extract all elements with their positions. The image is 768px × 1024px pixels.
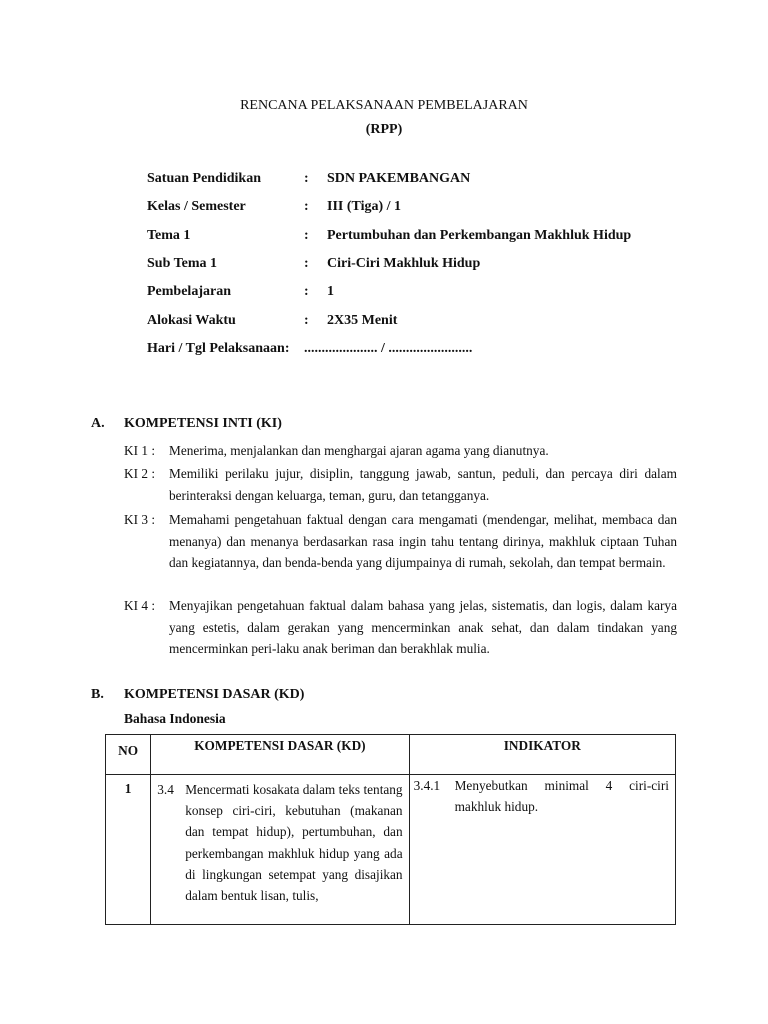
identity-value: ..................... / ........................	[304, 341, 473, 356]
identity-label: Pembelajaran	[147, 284, 231, 299]
indicator-cell	[409, 775, 675, 925]
kd-cell	[151, 775, 409, 925]
identity-label: Satuan Pendidikan	[147, 171, 261, 186]
ki-text: Memiliki perilaku jujur, disiplin, tanggung jawab, santun, peduli, dan percaya diri dalam berinteraksi dengan keluarga, teman, guru, dan tetangganya.	[169, 466, 677, 503]
indicator-code: 3.4.1	[413, 778, 441, 793]
identity-colon: :	[304, 256, 309, 271]
ki-code: KI 4 :	[124, 598, 156, 613]
row-number: 1	[106, 775, 151, 925]
ki-text: Menerima, menjalankan dan menghargai ajaran agama yang dianutnya.	[169, 443, 549, 458]
identity-colon: :	[304, 284, 309, 299]
identity-label: Kelas / Semester	[147, 199, 246, 214]
section-title: KOMPETENSI DASAR (KD)	[124, 687, 305, 702]
kd-code: 3.4	[157, 782, 174, 797]
identity-value: III (Tiga) / 1	[327, 199, 402, 214]
identity-colon: :	[304, 313, 309, 328]
subject-heading: Bahasa Indonesia	[124, 711, 226, 726]
identity-value: SDN PAKEMBANGAN	[327, 171, 471, 186]
identity-label: Hari / Tgl Pelaksanaan:	[147, 341, 290, 356]
identity-label: Alokasi Waktu	[147, 313, 236, 328]
identity-colon: :	[304, 199, 309, 214]
table-row	[106, 775, 676, 925]
kd-table	[105, 734, 676, 925]
column-header-no: NO	[106, 735, 151, 775]
identity-value: Pertumbuhan dan Perkembangan Makhluk Hidup	[327, 228, 632, 243]
ki-code: KI 1 :	[124, 443, 156, 458]
section-letter: B.	[91, 687, 104, 702]
ki-text: Menyajikan pengetahuan faktual dalam bahasa yang jelas, sistematis, dan logis, dalam karya yang estetis, dalam gerakan yang mencerminkan anak sehat, dan dalam tindakan yang mencerminkan peri-laku anak beriman dan berakhlak mulia.	[169, 598, 677, 656]
column-header-kd: KOMPETENSI DASAR (KD)	[151, 735, 409, 775]
table-header-row	[106, 735, 676, 775]
document-subtitle: (RPP)	[365, 122, 403, 137]
identity-value: Ciri-Ciri Makhluk Hidup	[327, 256, 481, 271]
identity-value: 1	[327, 284, 334, 299]
ki-code: KI 3 :	[124, 512, 156, 527]
document-title: RENCANA PELAKSANAAN PEMBELAJARAN	[240, 98, 528, 113]
identity-label: Sub Tema 1	[147, 256, 218, 271]
identity-label: Tema 1	[147, 228, 191, 243]
column-header-indikator: INDIKATOR	[409, 735, 675, 775]
identity-colon: :	[304, 228, 309, 243]
ki-code: KI 2 :	[124, 466, 156, 481]
section-letter: A.	[91, 416, 105, 431]
indicator-text: Menyebutkan minimal 4 ciri-ciri makhluk hidup.	[454, 778, 669, 814]
identity-value: 2X35 Menit	[327, 313, 398, 328]
identity-colon: :	[304, 171, 309, 186]
section-title: KOMPETENSI INTI (KI)	[124, 416, 282, 431]
ki-text: Memahami pengetahuan faktual dengan cara mengamati (mendengar, melihat, membaca dan menanya) dan menanya berdasarkan rasa ingin tahu tentang dirinya, makhluk ciptaan Tuhan dan kegiatannya, dan benda-benda yang dijumpainya di rumah, sekolah, dan tempat bermain.	[169, 512, 677, 570]
kd-text: Mencermati kosakata dalam teks tentang konsep ciri-ciri, kebutuhan (makanan dan tempat hidup), pertumbuhan, dan perkembangan makhluk hidup yang ada di lingkungan setempat yang disajikan dalam bentuk lisan, tulis,	[185, 782, 403, 904]
